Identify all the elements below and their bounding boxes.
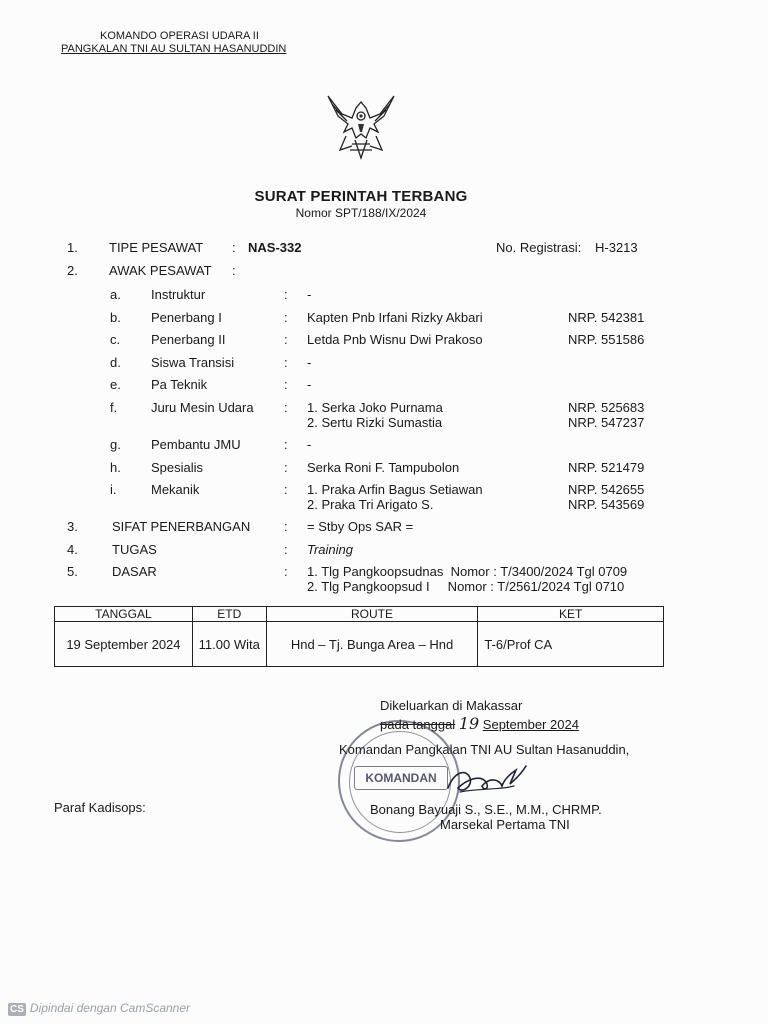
date-rest: September 2024 <box>482 717 579 732</box>
item4-label: TUGAS <box>112 542 157 557</box>
item4-number: 4. <box>67 542 78 557</box>
item1-number: 1. <box>67 240 78 255</box>
item1-label: TIPE PESAWAT <box>109 240 204 255</box>
basis-line2: 2. Tlg Pangkoopsud I Nomor : T/2561/2024 Tgl 0710 <box>307 579 625 594</box>
cell-etd: 11.00 Wita <box>192 622 266 667</box>
crew-role: Instruktur <box>151 287 206 302</box>
item2-colon: : <box>232 263 236 278</box>
crew-name: 2. Sertu Rizki Sumastia <box>307 415 443 430</box>
date-prefix: pada tanggal <box>380 717 456 732</box>
crew-role: Pembantu JMU <box>151 437 241 452</box>
crew-name: 1. Praka Arfin Bagus Setiawan <box>307 482 483 497</box>
basis-line1: 1. Tlg Pangkoopsudnas Nomor : T/3400/2024 Tgl 0709 <box>307 564 628 579</box>
scanner-footer <box>8 1001 190 1016</box>
crew-letter: g. <box>110 437 121 452</box>
crew-name: - <box>307 355 312 370</box>
date-day-handwritten: 19 <box>458 714 480 733</box>
flight-nature: = Stby Ops SAR = <box>307 519 414 534</box>
flight-schedule-table <box>54 606 664 667</box>
crew-colon: : <box>284 377 288 392</box>
crew-nrp: NRP. 521479 <box>568 460 645 475</box>
header-etd: ETD <box>192 607 266 622</box>
crew-nrp: NRP. 542381 <box>568 310 645 325</box>
crew-role: Siswa Transisi <box>151 355 235 370</box>
crew-nrp: NRP. 542655 <box>568 482 645 497</box>
aircraft-type: NAS-332 <box>248 240 302 255</box>
issued-place: Dikeluarkan di Makassar <box>380 698 523 713</box>
commander-position: Komandan Pangkalan TNI AU Sultan Hasanuddin, <box>339 742 630 757</box>
cell-route: Hnd – Tj. Bunga Area – Hnd <box>266 622 478 667</box>
registration-label: No. Registrasi: <box>496 240 582 255</box>
crew-colon: : <box>284 400 288 415</box>
item2-number: 2. <box>67 263 78 278</box>
crew-letter: i. <box>110 482 117 497</box>
item3-colon: : <box>284 519 288 534</box>
stamp-label: KOMANDAN <box>354 766 448 790</box>
item3-label: SIFAT PENERBANGAN <box>112 519 251 534</box>
registration-value: H-3213 <box>595 240 638 255</box>
crew-letter: c. <box>110 332 121 347</box>
item5-number: 5. <box>67 564 78 579</box>
crew-colon: : <box>284 482 288 497</box>
crew-name: Serka Roni F. Tampubolon <box>307 460 460 475</box>
footer-text: Dipindai dengan CamScanner <box>29 1001 191 1015</box>
crew-letter: f. <box>110 400 118 415</box>
crew-role: Juru Mesin Udara <box>151 400 254 415</box>
table-header-row <box>55 607 664 622</box>
crew-nrp: NRP. 551586 <box>568 332 645 347</box>
document-title: SURAT PERINTAH TERBANG <box>254 188 468 205</box>
item1-colon: : <box>232 240 236 255</box>
crew-letter: h. <box>110 460 121 475</box>
crew-letter: d. <box>110 355 121 370</box>
crew-role: Penerbang I <box>151 310 222 325</box>
crew-colon: : <box>284 437 288 452</box>
crew-colon: : <box>284 310 288 325</box>
crew-role: Pa Teknik <box>151 377 208 392</box>
crew-colon: : <box>284 332 288 347</box>
letterhead-line2: PANGKALAN TNI AU SULTAN HASANUDDIN <box>61 43 287 55</box>
header-ket: KET <box>478 607 664 622</box>
paraf-label: Paraf Kadisops: <box>54 800 146 815</box>
crew-name: - <box>307 287 312 302</box>
crew-colon: : <box>284 355 288 370</box>
crew-role: Spesialis <box>151 460 204 475</box>
crew-letter: e. <box>110 377 121 392</box>
crew-name: - <box>307 377 312 392</box>
commander-rank: Marsekal Pertama TNI <box>440 817 570 832</box>
document-number: Nomor SPT/188/IX/2024 <box>295 206 427 220</box>
crew-letter: b. <box>110 310 121 325</box>
item4-colon: : <box>284 542 288 557</box>
crew-nrp: NRP. 547237 <box>568 415 645 430</box>
crew-colon: : <box>284 460 288 475</box>
cell-date: 19 September 2024 <box>55 622 193 667</box>
camscanner-icon: CS <box>10 1004 24 1015</box>
header-tanggal: TANGGAL <box>55 607 193 622</box>
commander-name: Bonang Bayuaji S., S.E., M.M., CHRMP. <box>370 802 602 817</box>
crew-role: Penerbang II <box>151 332 226 347</box>
crew-name: 2. Praka Tri Arigato S. <box>307 497 434 512</box>
table-row <box>55 622 664 667</box>
cell-ket: T-6/Prof CA <box>478 622 664 667</box>
crew-nrp: NRP. 543569 <box>568 497 645 512</box>
item5-colon: : <box>284 564 288 579</box>
item3-number: 3. <box>67 519 78 534</box>
crew-role: Mekanik <box>151 482 200 497</box>
item2-label: AWAK PESAWAT <box>109 263 212 278</box>
crew-nrp: NRP. 525683 <box>568 400 645 415</box>
task-value: Training <box>307 542 354 557</box>
tni-au-emblem <box>322 88 400 164</box>
crew-name: Letda Pnb Wisnu Dwi Prakoso <box>307 332 483 347</box>
item5-label: DASAR <box>112 564 157 579</box>
crew-colon: : <box>284 287 288 302</box>
signature-mark <box>440 758 532 802</box>
crew-name: 1. Serka Joko Purnama <box>307 400 443 415</box>
crew-name: - <box>307 437 312 452</box>
crew-name: Kapten Pnb Irfani Rizky Akbari <box>307 310 483 325</box>
crew-letter: a. <box>110 287 121 302</box>
letterhead-line1: KOMANDO OPERASI UDARA II <box>100 30 259 42</box>
header-route: ROUTE <box>266 607 478 622</box>
